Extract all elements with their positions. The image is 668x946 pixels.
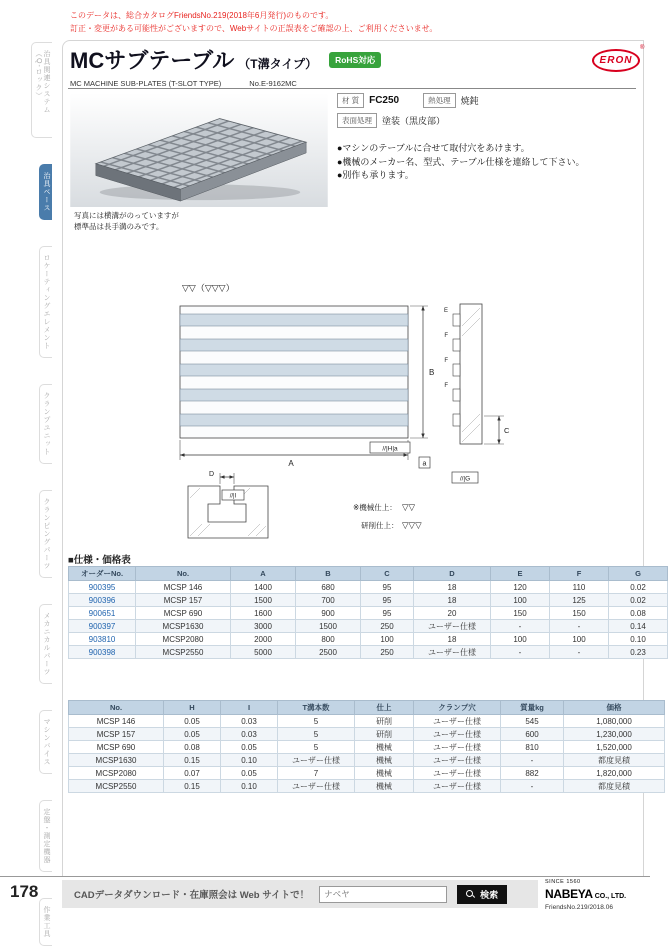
table-cell: 100 [550, 633, 609, 646]
table-cell: 機械 [355, 767, 414, 780]
table-cell: - [550, 620, 609, 633]
dim-label-f: F [444, 333, 448, 339]
column-header: オーダーNo. [69, 567, 136, 581]
footer-divider [0, 876, 650, 877]
table-cell: - [501, 754, 564, 767]
dim-label-b: B [429, 368, 435, 377]
table-cell: 100 [491, 594, 550, 607]
table-row [69, 728, 665, 741]
dim-c-lines [484, 416, 504, 444]
table-cell: 都度見積 [564, 780, 665, 793]
column-header: 価格 [564, 701, 665, 715]
table-cell: ユーザー仕様 [414, 754, 501, 767]
dim-label-f: F [444, 383, 448, 389]
table-cell: 250 [361, 646, 414, 659]
nabeya-logo [545, 879, 647, 911]
table-cell: 0.03 [221, 728, 278, 741]
column-header: B [296, 567, 361, 581]
table-cell: ユーザー仕様 [414, 741, 501, 754]
tolerance-frame-h-text: //|H|a [382, 445, 398, 453]
table-cell: 900 [296, 607, 361, 620]
spec-section-title: ■仕様・価格表 [68, 555, 131, 566]
page-subtitle: MC MACHINE SUB-PLATES (T-SLOT TYPE) [70, 79, 222, 88]
table-cell: 125 [550, 594, 609, 607]
column-header: E [491, 567, 550, 581]
column-header: G [609, 567, 668, 581]
list-item: ●機械のメーカー名、型式、テーブル仕様を連絡して下さい。 [337, 156, 585, 167]
table-cell: 研削 [355, 728, 414, 741]
dim-label-e: E [443, 308, 448, 314]
sidebar-item[interactable]: 治具関連システム（Q-ロック） [31, 42, 52, 138]
table-row [69, 633, 668, 646]
sidebar-item[interactable]: ロケーティングエレメント [39, 246, 52, 358]
tolerance-frame-g-text: //|G [459, 475, 471, 483]
table-row [69, 780, 665, 793]
warning-line-1: このデータは、総合カタログFriendsNo.219(2018年6月発行)のものです。 [70, 11, 334, 20]
table-cell: ユーザー仕様 [278, 780, 355, 793]
spec-table-dimensions [68, 566, 668, 659]
table-row [69, 620, 668, 633]
sidebar-item[interactable]: 定盤・測定機器 [39, 800, 52, 872]
table-cell: 5 [278, 741, 355, 754]
table-cell: 0.08 [609, 607, 668, 620]
table-cell: MCSP1630 [136, 620, 231, 633]
table-cell: 0.05 [164, 728, 221, 741]
column-header: No. [136, 567, 231, 581]
table-cell: 0.14 [609, 620, 668, 633]
page-title: MCサブテーブル [70, 48, 235, 73]
table-cell: 0.03 [221, 715, 278, 728]
table-cell: 100 [361, 633, 414, 646]
heat-treatment-value: 焼鈍 [460, 96, 479, 106]
table-cell: 7 [278, 767, 355, 780]
table-cell: 1500 [231, 594, 296, 607]
model-number: No.E-9162MC [249, 79, 297, 88]
table-cell: - [491, 646, 550, 659]
table-cell: - [491, 620, 550, 633]
warning-line-2: 訂正・変更がある可能性がございますので、Webサイトの正誤表をご確認の上、ご利用くださいませ。 [70, 23, 438, 33]
registered-mark: ® [640, 45, 645, 51]
table-cell: MCSP 157 [136, 594, 231, 607]
company-suffix: CO., LTD. [592, 893, 627, 900]
dim-label-c: C [504, 426, 510, 435]
material-label: 材 質 [337, 93, 364, 108]
table-cell: 18 [414, 633, 491, 646]
catalog-warning [70, 10, 437, 36]
table-row [69, 607, 668, 620]
table-cell: 0.08 [164, 741, 221, 754]
machine-finish-label: ※機械仕上： [353, 503, 397, 512]
tolerance-frame-i-text: //|I [229, 493, 237, 500]
table-cell: 18 [414, 581, 491, 594]
table-cell: 150 [491, 607, 550, 620]
table-row [69, 646, 668, 659]
table-cell: 1400 [231, 581, 296, 594]
table-cell: 5000 [231, 646, 296, 659]
since-text: SINCE 1560 [545, 879, 581, 885]
table-cell: ユーザー仕様 [414, 780, 501, 793]
table-cell: 研削 [355, 715, 414, 728]
dim-b-lines [410, 306, 428, 438]
table-cell: ユーザー仕様 [414, 715, 501, 728]
sidebar-item[interactable]: クランピングパーツ [39, 490, 52, 578]
dim-label-a: A [288, 459, 294, 468]
table-cell: 680 [296, 581, 361, 594]
table-cell: 0.15 [164, 780, 221, 793]
table-cell: 900396 [69, 594, 136, 607]
table-cell: - [550, 646, 609, 659]
datum-box-text: a [422, 460, 427, 468]
page-number: 178 [10, 882, 39, 901]
table-cell: 0.05 [221, 741, 278, 754]
table-cell: 0.05 [164, 715, 221, 728]
table-cell: 0.10 [221, 780, 278, 793]
sidebar-item[interactable]: クランプユニット [39, 384, 52, 464]
dim-label-d: D [208, 471, 214, 478]
dim-d-lines [220, 473, 234, 484]
table-cell: 1600 [231, 607, 296, 620]
table-row [69, 767, 665, 780]
eron-logo: ERON [592, 49, 640, 72]
column-header: D [414, 567, 491, 581]
dim-label-f: F [444, 358, 448, 364]
search-input[interactable] [319, 886, 447, 903]
table-cell: 900398 [69, 646, 136, 659]
table-cell: 0.15 [164, 754, 221, 767]
page-header [70, 44, 585, 88]
table-cell: ユーザー仕様 [414, 620, 491, 633]
table-cell: MCSP2550 [136, 646, 231, 659]
table-cell: ユーザー仕様 [414, 646, 491, 659]
table-cell: MCSP 690 [136, 607, 231, 620]
table-cell: 機械 [355, 754, 414, 767]
finish-marks: ▽▽（▽▽▽） [182, 283, 235, 293]
table-cell: 機械 [355, 741, 414, 754]
table-row [69, 594, 668, 607]
table-cell: MCSP 690 [69, 741, 164, 754]
table-cell: 900395 [69, 581, 136, 594]
table-row [69, 754, 665, 767]
table-cell: 110 [550, 581, 609, 594]
column-header: F [550, 567, 609, 581]
table-cell: 0.10 [609, 633, 668, 646]
table-cell: ユーザー仕様 [278, 754, 355, 767]
table-cell: MCSP1630 [69, 754, 164, 767]
table-cell: 0.02 [609, 581, 668, 594]
technical-drawing [70, 276, 640, 552]
footer-bar [62, 880, 538, 908]
sidebar-item[interactable]: 作業工具 [39, 898, 52, 946]
table-cell: 95 [361, 594, 414, 607]
table-cell: 95 [361, 581, 414, 594]
table-cell: 100 [491, 633, 550, 646]
product-notes [337, 142, 637, 183]
column-header: クランプ穴 [414, 701, 501, 715]
table-cell: 0.07 [164, 767, 221, 780]
table-cell: 20 [414, 607, 491, 620]
photo-caption [74, 211, 179, 233]
column-header: T溝本数 [278, 701, 355, 715]
table-cell: 1500 [296, 620, 361, 633]
table-cell: 600 [501, 728, 564, 741]
column-header: C [361, 567, 414, 581]
table-cell: 810 [501, 741, 564, 754]
table-cell: 545 [501, 715, 564, 728]
table-cell: 150 [550, 607, 609, 620]
surface-treatment-label: 表面処理 [337, 113, 377, 128]
table-cell: 882 [501, 767, 564, 780]
table-cell: 0.02 [609, 594, 668, 607]
table-cell: 900651 [69, 607, 136, 620]
table-row [69, 581, 668, 594]
table-cell: 機械 [355, 780, 414, 793]
search-button-label: 検索 [480, 889, 499, 900]
product-photo [68, 93, 330, 207]
table-cell: MCSP2080 [136, 633, 231, 646]
table-cell: 0.10 [221, 754, 278, 767]
table-cell: MCSP2080 [69, 767, 164, 780]
machine-finish-mark: ▽▽ [402, 502, 416, 512]
table-cell: 250 [361, 620, 414, 633]
table-cell: MCSP 146 [136, 581, 231, 594]
table-cell: 1,820,000 [564, 767, 665, 780]
table-cell: ユーザー仕様 [414, 767, 501, 780]
column-header: No. [69, 701, 164, 715]
table-cell: 5 [278, 715, 355, 728]
table-cell: 都度見積 [564, 754, 665, 767]
table-cell: 0.05 [221, 767, 278, 780]
table-cell: 800 [296, 633, 361, 646]
table-cell: 0.23 [609, 646, 668, 659]
table-cell: 1,230,000 [564, 728, 665, 741]
sidebar-item[interactable]: メカニカルパーツ [39, 604, 52, 684]
friends-number: FriendsNo.219/2018.06 [545, 904, 613, 911]
sidebar-item[interactable]: 治具ベース [39, 164, 52, 220]
section-slot-profiles [453, 314, 460, 426]
product-info [337, 93, 637, 183]
table-cell: MCSP 157 [69, 728, 164, 741]
column-header: I [221, 701, 278, 715]
table-cell: 18 [414, 594, 491, 607]
caption-line-1: 写真には横溝がのっていますが [74, 211, 179, 220]
material-value: FC250 [369, 95, 400, 106]
table-cell: 5 [278, 728, 355, 741]
table-cell: MCSP2550 [69, 780, 164, 793]
table-row [69, 715, 665, 728]
list-item: ●マシンのテーブルに合せて取付穴をあけます。 [337, 143, 530, 153]
table-cell: 2500 [296, 646, 361, 659]
table-cell: 1,520,000 [564, 741, 665, 754]
search-button[interactable] [457, 885, 507, 904]
table-cell: 1,080,000 [564, 715, 665, 728]
company-name: NABEYA [545, 887, 593, 901]
spec-table-prices [68, 700, 665, 793]
list-item: ●別作も承ります。 [337, 170, 414, 180]
table-cell: 903810 [69, 633, 136, 646]
table-cell: - [501, 780, 564, 793]
sidebar-item[interactable]: マシンバイス [39, 710, 52, 774]
page-title-suffix: （T溝タイプ） [238, 57, 318, 71]
table-cell: 700 [296, 594, 361, 607]
column-header: 仕上 [355, 701, 414, 715]
caption-line-2: 標準品は長手溝のみです。 [74, 221, 164, 231]
table-cell: 900397 [69, 620, 136, 633]
table-cell: 2000 [231, 633, 296, 646]
table-cell: ユーザー仕様 [414, 728, 501, 741]
column-header: A [231, 567, 296, 581]
search-icon [466, 890, 475, 899]
header-divider [68, 88, 636, 89]
heat-treatment-label: 熱処理 [423, 93, 456, 108]
sidebar [28, 42, 52, 946]
table-row [69, 741, 665, 754]
table-cell: 95 [361, 607, 414, 620]
column-header: 質量kg [501, 701, 564, 715]
surface-treatment-value: 塗装（黒皮部） [382, 116, 446, 126]
table-cell: 120 [491, 581, 550, 594]
table-cell: 3000 [231, 620, 296, 633]
table-cell: MCSP 146 [69, 715, 164, 728]
grind-finish-mark: ▽▽▽ [402, 520, 422, 530]
column-header: H [164, 701, 221, 715]
footer-cad-text: CADデータダウンロード・在庫照会は Web サイトで！ [74, 890, 310, 901]
grind-finish-label: 研削仕上： [361, 521, 399, 530]
rohs-badge: RoHS対応 [329, 52, 381, 68]
